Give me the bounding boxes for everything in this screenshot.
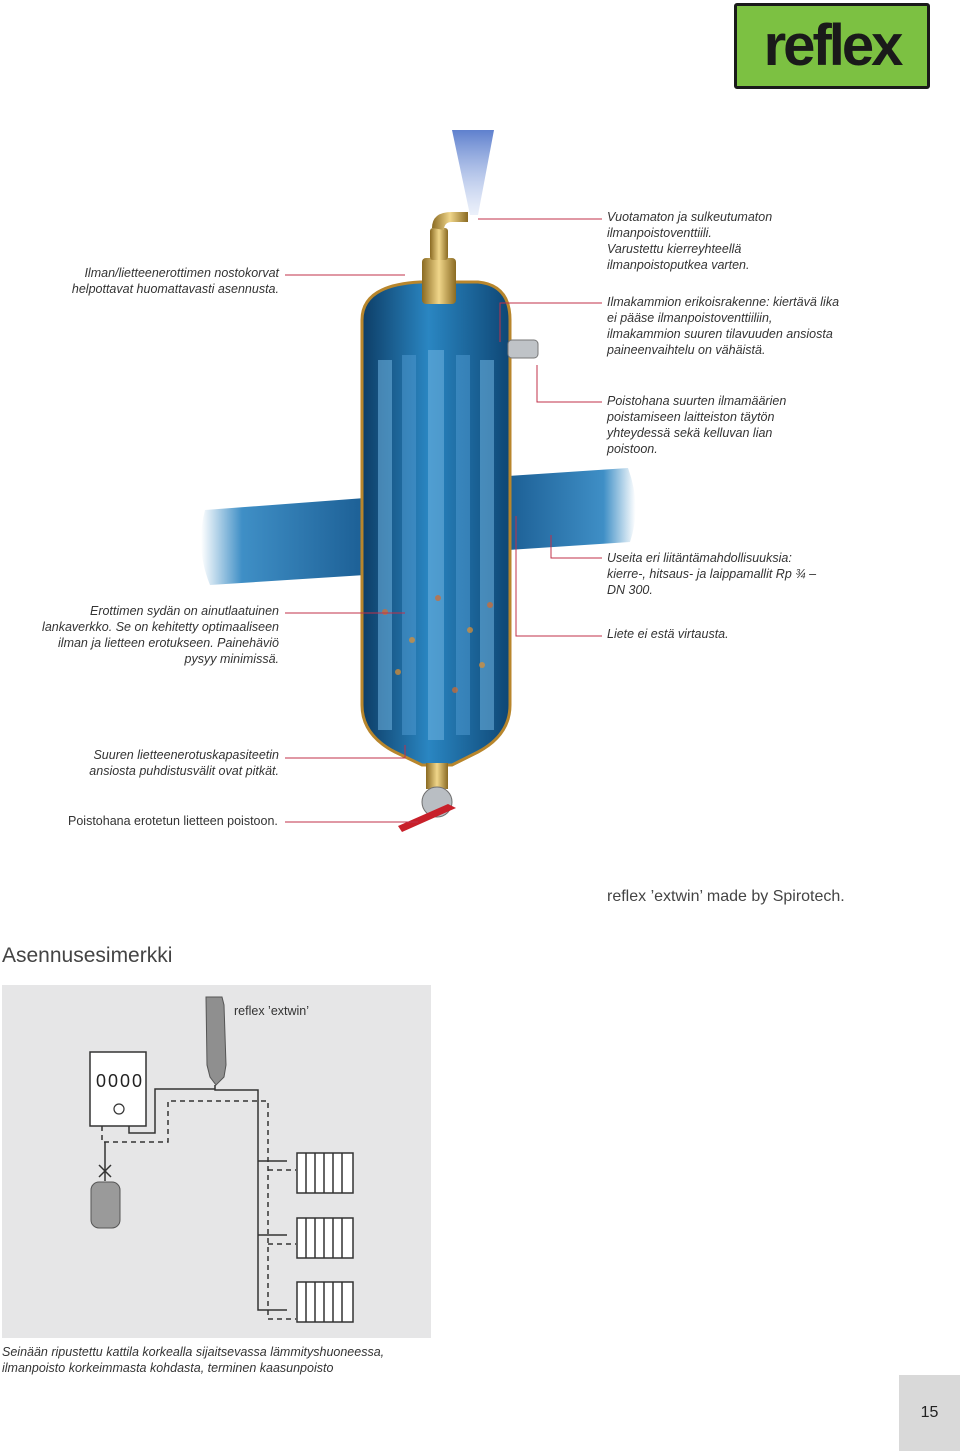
callout-wire-mesh: Erottimen sydän on ainutlaatuinen lankaverkko. Se on kehitetty optimaaliseen ilman ja lietteen erotukseen. Painehäviö pysyy minimissä.	[42, 604, 279, 666]
callout-bottom-drain: Poistohana erotetun lietteen poistoon.	[68, 814, 278, 828]
installation-schematic	[2, 985, 431, 1338]
outlet-pipe	[508, 468, 636, 550]
air-jet-shape	[452, 130, 494, 215]
supply-pipes	[129, 1085, 287, 1310]
diagram-caption: Seinään ripustettu kattila korkealla sijaitsevassa lämmityshuoneessa, ilmanpoisto korkeimmasta kohdasta, terminen kaasunpoisto	[2, 1345, 385, 1375]
callout-connections: Useita eri liitäntämahdollisuuksia: kierre-, hitsaus- ja laippamallit Rp ¾ – DN 300.	[607, 551, 817, 597]
vent-valve-stem	[430, 228, 448, 260]
reflex-logo	[734, 3, 930, 89]
boiler-display: 0000	[96, 1071, 145, 1091]
product-credit: reflex ’extwin’ made by Spirotech.	[607, 888, 845, 905]
callout-lifting-lugs: Ilman/lietteenerottimen nostokorvat helpottavat huomattavasti asennusta.	[71, 266, 279, 296]
bottom-valve-neck	[426, 763, 448, 789]
vent-valve-elbow	[432, 212, 468, 230]
callout-flow: Liete ei estä virtausta.	[607, 627, 729, 641]
radiator-2	[297, 1218, 353, 1258]
page-number: 15	[899, 1375, 960, 1451]
callout-drain-top: Poistohana suurten ilmamäärien poistamiseen laitteiston täytön yhteydessä sekä kelluvan lian poistoon.	[607, 394, 787, 456]
callout-vent-valve: Vuotamaton ja sulkeutumaton ilmanpoistoventtiili. Varustettu kierreyhteellä ilmanpoistoputkea varten.	[607, 210, 773, 272]
radiator-3	[297, 1282, 353, 1322]
callout-sludge-capacity: Suuren lietteenerotuskapasiteetin ansiosta puhdistusvälit ovat pitkät.	[89, 748, 279, 778]
vent-valve-body	[422, 258, 456, 304]
section-title: Asennusesimerkki	[2, 944, 173, 967]
extwin-separator	[206, 997, 226, 1085]
side-drain-valve	[508, 340, 538, 358]
callout-air-chamber: Ilmakammion erikoisrakenne: kiertävä lika ei pääse ilmanpoistoventtiiliin, ilmakammion suuren tilavuuden ansiosta paineenvaihtelu on vähäistä.	[607, 295, 840, 357]
expansion-vessel	[91, 1182, 120, 1228]
logo-text: reflex	[763, 13, 901, 78]
radiator-1	[297, 1153, 353, 1193]
boiler-pump-icon	[114, 1104, 124, 1114]
diagram-label: reflex ’extwin’	[234, 1004, 310, 1018]
inlet-pipe	[201, 498, 365, 585]
